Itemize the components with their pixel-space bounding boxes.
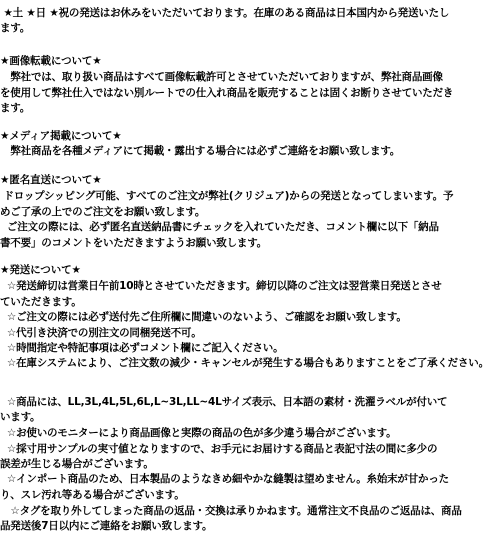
section-dropship-line-2: めご了承の上でのご注文をお願い致します。 [0, 206, 206, 218]
section-media-heading: ★メディア掲載について★ [0, 130, 122, 142]
section-dropship-line-4: 書不要」のコメントをいただきますようお願い致します。 [0, 237, 267, 249]
section-shipping-line-3: ☆ご注文の際には必ず送付先ご住所欄に間違いのないよう、ご確認をお願い致します。 [0, 311, 407, 323]
section-dropship-line-1: ドロップシッピング可能、すべてのご注文が弊社(クリジュア)からの発送となってしまいます。予 [0, 190, 454, 202]
section-product-line-6: ☆インポート商品のため、日本製品のようなきめ細やかな縫製は望めません。糸始末が甘かった [0, 473, 449, 485]
section-shipping-line-4: ☆代引き決済での別注文の同梱発送不可。 [0, 327, 202, 339]
section-shipping-line-5: ☆時間指定や特記事項は必ずコメント欄にご記入ください。 [0, 342, 284, 354]
section-shipping-line-2: ていただきます。 [0, 296, 82, 308]
section-product-line-4: ☆採寸用サンプルの実寸値となりますので、お手元にお届けする商品と表記寸法の間に多少の [0, 443, 438, 455]
section-product-line-7: り、スレ汚れ等ある場合がございます。 [0, 489, 185, 501]
section-product-line-8: ☆タグを取り外してしまった商品の返品・交換は承りかねます。通常注文不良品のご返品は、商品 [0, 505, 462, 517]
section-product-line-5: 誤差が生じる場合がございます。 [0, 458, 154, 470]
section-image-line-3: ます。 [0, 102, 31, 114]
section-product-line-3: ☆お使いのモニターにより商品画像と実際の商品の色が多少違う場合がございます。 [0, 427, 397, 439]
section-product-line-2: います。 [0, 411, 41, 423]
section-image-heading: ★画像転載について★ [0, 55, 102, 67]
notice-line-1: ★土 ★日 ★祝の発送はお休みをいただいております。在庫のある商品は日本国内から発送いたし [0, 7, 450, 19]
section-dropship-heading: ★匿名直送について★ [0, 174, 102, 186]
section-product-line-1: ☆商品には、LL,3L,4L,5L,6L,L~3L,LL~4Lサイズ表示、日本語の素材・洗濯ラベルが付いて [0, 396, 448, 408]
section-shipping-heading: ★発送について★ [0, 264, 81, 276]
section-product-line-9: 品発送後7日以内にご連絡をお願い致します。 [0, 520, 213, 532]
section-image-line-2: を使用して弊社仕入ではない別ルートでの仕入れ商品を販売することは固くお断りさせていただき [0, 87, 454, 99]
notice-line-2: ます。 [0, 22, 31, 34]
section-dropship-line-3: ご注文の際には、必ず匿名直送納品書にチェックを入れていただき、コメント欄に以下「納品 [0, 221, 439, 233]
section-shipping-line-1: ☆発送締切は営業日午前10時とさせていただきます。締切以降のご注文は翌営業日発送とさせ [0, 280, 442, 292]
section-media-line-1: 弊社商品を各種メディアにて掲載・露出する場合には必ずご連絡をお願い致します。 [0, 145, 401, 157]
section-image-line-1: 弊社では、取り扱い商品はすべて画像転載許可とさせていただいておりますが、弊社商品画像 [0, 71, 443, 83]
section-shipping-line-6: ☆在庫システムにより、ご注文数の減少・キャンセルが発生する場合もありますことをご了承ください。 [0, 357, 489, 369]
